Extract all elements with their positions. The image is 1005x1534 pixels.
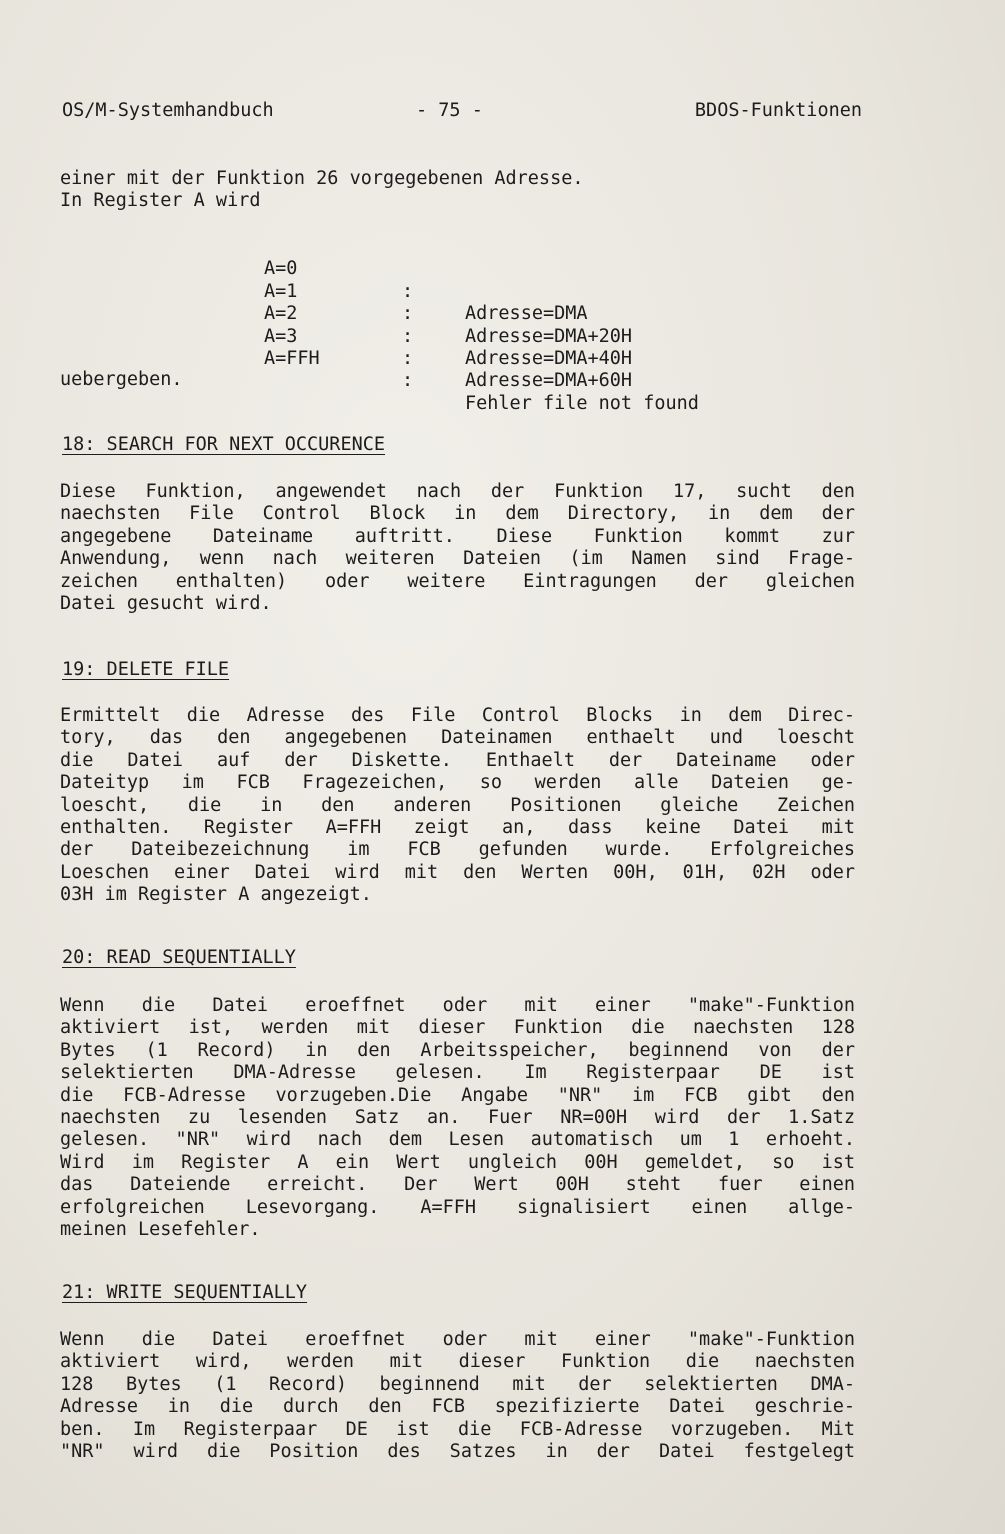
- meaning: Adresse=DMA+60H: [465, 370, 633, 392]
- text-line: loescht, die in den anderen Positionen gleiche Zeichen: [60, 794, 855, 816]
- text-line: In Register A wird: [60, 190, 261, 212]
- text-line: aktiviert ist, werden mit dieser Funktion die naechsten 128: [60, 1017, 855, 1039]
- section-heading-20: 20: READ SEQUENTIALLY: [62, 947, 296, 968]
- text-line: Ermittelt die Adresse des File Control Blocks in dem Direc-: [60, 705, 855, 726]
- text-line: uebergeben.: [60, 369, 183, 390]
- text-line: Wird im Register A ein Wert ungleich 00H gemeldet, so ist: [60, 1151, 855, 1173]
- separator: :: [402, 280, 414, 302]
- text-line: die Datei auf der Diskette. Enthaelt der Dateiname oder: [60, 749, 855, 771]
- text-line: einer mit der Funktion 26 vorgegebenen Adresse.: [60, 168, 584, 189]
- section-heading-19: 19: DELETE FILE: [62, 659, 230, 680]
- text-line: das Dateiende erreicht. Der Wert 00H steht fuer einen: [60, 1174, 855, 1196]
- section-body-21: [60, 1329, 855, 1463]
- header-chapter-title: BDOS-Funktionen: [694, 100, 862, 121]
- text-line: die FCB-Adresse vorzugeben.Die Angabe "NR" im FCB gibt den: [60, 1084, 855, 1106]
- text-line: der Dateibezeichnung im FCB gefunden wurde. Erfolgreiches: [60, 839, 855, 861]
- section-heading-18: 18: SEARCH FOR NEXT OCCURENCE: [62, 434, 386, 455]
- text-line: selektierten DMA-Adresse gelesen. Im Registerpaar DE ist: [60, 1062, 855, 1084]
- section-heading-21: 21: WRITE SEQUENTIALLY: [62, 1282, 308, 1303]
- text-line: Dateityp im FCB Fragezeichen, so werden alle Dateien ge-: [60, 772, 855, 794]
- text-line: naechsten zu lesenden Satz an. Fuer NR=00H wird der 1.Satz: [60, 1106, 855, 1128]
- meaning: Adresse=DMA: [465, 303, 588, 325]
- text-line: gelesen. "NR" wird nach dem Lesen automatisch um 1 erhoeht.: [60, 1129, 855, 1151]
- header-page-number: - 75 -: [416, 100, 483, 121]
- register-value: A=1: [264, 280, 298, 302]
- text-line: Anwendung, wenn nach weiteren Dateien (im Namen sind Frage-: [60, 548, 855, 570]
- text-line: enthalten. Register A=FFH zeigt an, dass keine Datei mit: [60, 816, 855, 838]
- text-line: Adresse in die durch den FCB spezifizierte Datei geschrie-: [60, 1396, 855, 1418]
- meaning: Adresse=DMA+20H: [465, 325, 633, 347]
- text-line: zeichen enthalten) oder weitere Eintragungen der gleichen: [60, 570, 855, 592]
- register-value: A=0: [264, 258, 298, 280]
- separator: :: [402, 325, 414, 347]
- text-line: erfolgreichen Lesevorgang. A=FFH signalisiert einen allge-: [60, 1196, 855, 1218]
- intro-paragraph: [60, 168, 855, 213]
- register-value: A=3: [264, 325, 298, 347]
- intro-closing: [60, 369, 855, 391]
- text-line: naechsten File Control Block in dem Directory, in dem der: [60, 503, 855, 525]
- separator: :: [402, 303, 414, 325]
- text-line: meinen Lesefehler.: [60, 1218, 261, 1240]
- text-line: angegebene Dateiname auftritt. Diese Funktion kommt zur: [60, 525, 855, 547]
- text-line: Wenn die Datei eroeffnet oder mit einer "make"-Funktion: [60, 1329, 855, 1350]
- section-body-20: [60, 995, 855, 1241]
- text-line: Wenn die Datei eroeffnet oder mit einer "make"-Funktion: [60, 995, 855, 1016]
- section-body-19: [60, 705, 855, 907]
- text-line: Datei gesucht wird.: [60, 592, 272, 614]
- header-manual-title: OS/M-Systemhandbuch: [62, 100, 274, 121]
- text-line: Diese Funktion, angewendet nach der Funktion 17, sucht den: [60, 481, 855, 502]
- separator: :: [402, 370, 414, 392]
- text-line: 128 Bytes (1 Record) beginnend mit der selektierten DMA-: [60, 1373, 855, 1395]
- section-body-18: [60, 481, 855, 615]
- meaning: Adresse=DMA+40H: [465, 348, 633, 369]
- text-line: 03H im Register A angezeigt.: [60, 884, 372, 906]
- text-line: Loeschen einer Datei wird mit den Werten 00H, 01H, 02H oder: [60, 861, 855, 883]
- text-line: Bytes (1 Record) in den Arbeitsspeicher, beginnend von der: [60, 1039, 855, 1061]
- register-a-table: [264, 236, 699, 414]
- text-line: tory, das den angegebenen Dateinamen enthaelt und loescht: [60, 727, 855, 749]
- text-line: "NR" wird die Position des Satzes in der Datei festgelegt: [60, 1440, 855, 1462]
- text-line: ben. Im Registerpaar DE ist die FCB-Adresse vorzugeben. Mit: [60, 1418, 855, 1440]
- register-value: A=2: [264, 303, 298, 325]
- meaning: Fehler file not found: [465, 392, 699, 414]
- page-header: [62, 100, 862, 126]
- separator: :: [402, 347, 414, 369]
- text-line: aktiviert wird, werden mit dieser Funktion die naechsten: [60, 1351, 855, 1373]
- register-value: A=FFH: [264, 347, 320, 369]
